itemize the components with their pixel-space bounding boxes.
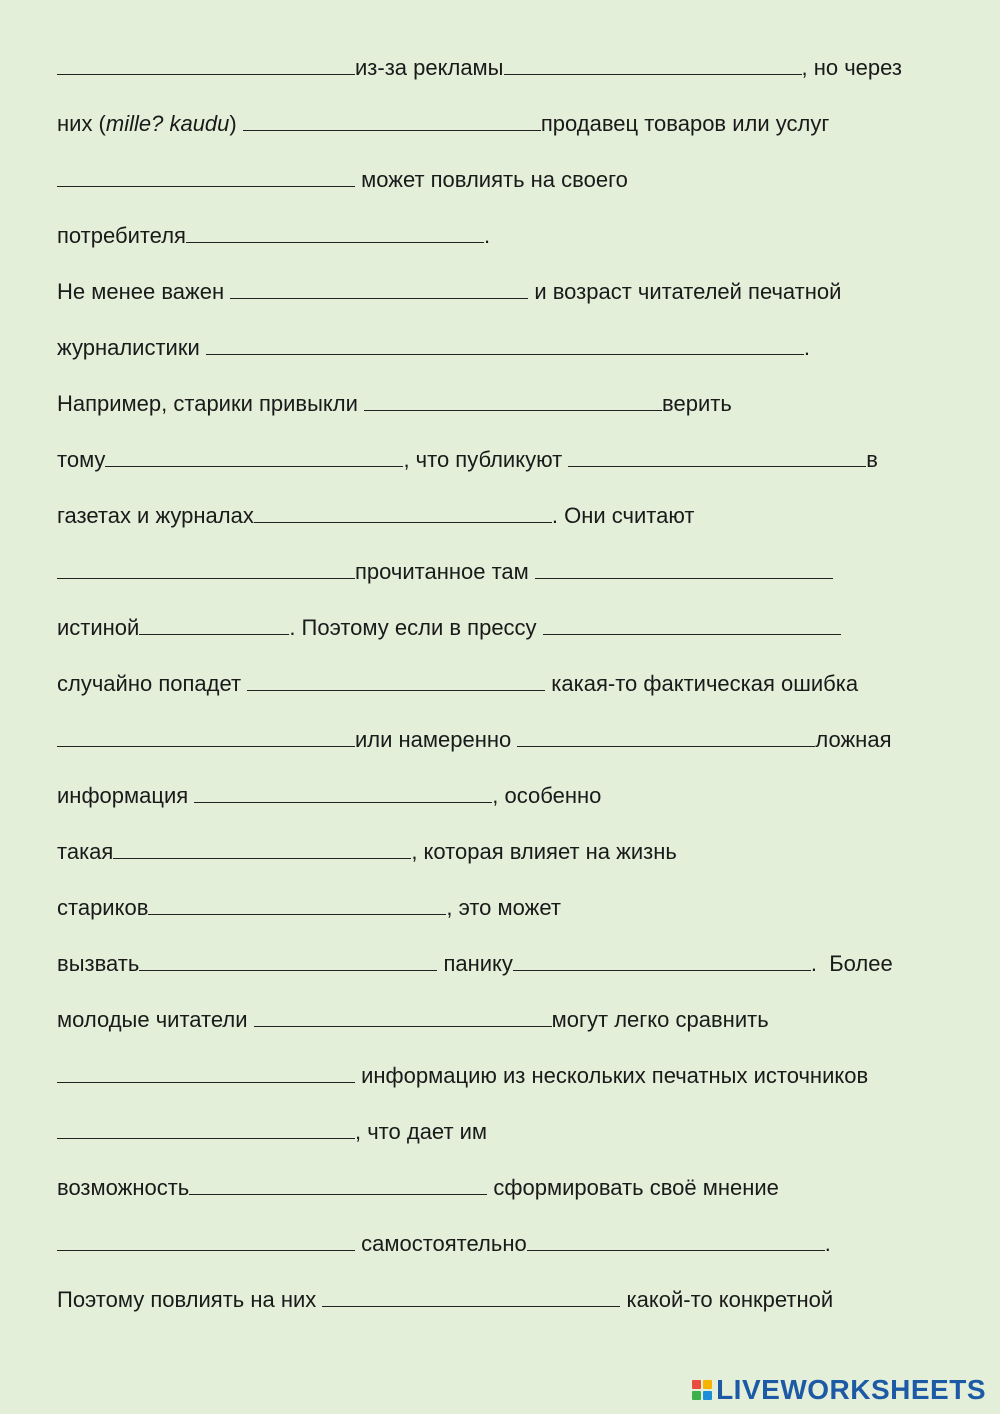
text-segment: случайно попадет <box>57 671 248 696</box>
text-segment: истиной <box>57 615 140 640</box>
text-line-23 <box>57 1287 833 1313</box>
answer-blank[interactable] <box>139 951 437 971</box>
logo-square <box>703 1391 712 1400</box>
text-segment: продавец товаров или услуг <box>540 111 830 136</box>
text-segment: . Они считают <box>551 503 695 528</box>
answer-blank[interactable] <box>206 335 804 355</box>
text-segment: могут легко сравнить <box>551 1007 769 1032</box>
text-line-7 <box>57 391 732 417</box>
logo-text: LIVEWORKSHEETS <box>716 1374 986 1405</box>
text-segment: какая-то фактическая ошибка <box>545 671 859 696</box>
text-line-19 <box>57 1063 868 1089</box>
text-segment: газетах и журналах <box>57 503 254 528</box>
answer-blank[interactable] <box>527 1231 825 1251</box>
answer-blank[interactable] <box>254 503 552 523</box>
text-line-22 <box>57 1231 831 1257</box>
text-segment: информацию из нескольких печатных источников <box>355 1063 869 1088</box>
answer-blank[interactable] <box>517 727 815 747</box>
answer-blank[interactable] <box>535 559 833 579</box>
answer-blank[interactable] <box>504 55 802 75</box>
answer-blank[interactable] <box>57 55 355 75</box>
text-segment: ) <box>229 111 243 136</box>
text-line-1 <box>57 55 902 81</box>
logo-square <box>692 1391 701 1400</box>
answer-blank[interactable] <box>57 727 355 747</box>
answer-blank[interactable] <box>194 783 492 803</box>
answer-blank[interactable] <box>57 1063 355 1083</box>
text-segment: вызвать <box>57 951 140 976</box>
answer-blank[interactable] <box>543 615 841 635</box>
answer-blank[interactable] <box>57 559 355 579</box>
text-line-17 <box>57 951 893 977</box>
answer-blank[interactable] <box>57 1119 355 1139</box>
text-segment: тому <box>57 447 106 472</box>
text-segment: . <box>483 223 491 248</box>
text-line-10 <box>57 559 833 585</box>
answer-blank[interactable] <box>105 447 403 467</box>
text-line-21 <box>57 1175 779 1201</box>
text-line-11 <box>57 615 841 641</box>
logo-square <box>692 1380 701 1389</box>
estonian-hint: mille? kaudu <box>105 111 230 136</box>
text-segment: потребителя <box>57 223 186 248</box>
text-segment: , это может <box>446 895 561 920</box>
text-segment: такая <box>57 839 114 864</box>
text-line-13 <box>57 727 891 753</box>
text-segment: в <box>866 447 878 472</box>
text-line-14 <box>57 783 601 809</box>
answer-blank[interactable] <box>364 391 662 411</box>
text-segment: ложная <box>815 727 892 752</box>
text-segment: Например, старики привыкли <box>57 391 365 416</box>
text-line-9 <box>57 503 694 529</box>
answer-blank[interactable] <box>139 615 289 635</box>
text-segment: них ( <box>57 111 106 136</box>
text-segment: самостоятельно <box>355 1231 527 1256</box>
text-segment: Поэтому повлиять на них <box>57 1287 323 1312</box>
text-segment: молодые читатели <box>57 1007 254 1032</box>
answer-blank[interactable] <box>57 167 355 187</box>
answer-blank[interactable] <box>254 1007 552 1027</box>
answer-blank[interactable] <box>243 111 541 131</box>
logo-mark-icon <box>692 1380 712 1400</box>
text-segment: , но через <box>801 55 902 80</box>
answer-blank[interactable] <box>189 1175 487 1195</box>
text-line-5 <box>57 279 841 305</box>
text-segment: , которая влияет на жизнь <box>411 839 677 864</box>
text-segment: Не менее важен <box>57 279 231 304</box>
text-segment: , что дает им <box>355 1119 488 1144</box>
text-segment: возможность <box>57 1175 190 1200</box>
answer-blank[interactable] <box>568 447 866 467</box>
text-segment: . <box>824 1231 831 1256</box>
text-line-12 <box>57 671 858 697</box>
text-line-8 <box>57 447 878 473</box>
text-line-4 <box>57 223 490 249</box>
text-line-16 <box>57 895 561 921</box>
text-segment: или намеренно <box>355 727 518 752</box>
answer-blank[interactable] <box>57 1231 355 1251</box>
text-segment: и возраст читателей печатной <box>528 279 842 304</box>
answer-blank[interactable] <box>513 951 811 971</box>
text-segment: , особенно <box>492 783 602 808</box>
text-line-6 <box>57 335 810 361</box>
text-segment: журналистики <box>57 335 206 360</box>
answer-blank[interactable] <box>186 223 484 243</box>
text-segment: стариков <box>57 895 149 920</box>
liveworksheets-logo <box>692 1374 986 1406</box>
text-segment: какой-то конкретной <box>620 1287 834 1312</box>
answer-blank[interactable] <box>247 671 545 691</box>
text-line-3 <box>57 167 628 193</box>
answer-blank[interactable] <box>322 1287 620 1307</box>
text-segment: панику <box>437 951 513 976</box>
text-segment: . <box>803 335 810 360</box>
text-line-20 <box>57 1119 487 1145</box>
text-segment: , что публикуют <box>403 447 569 472</box>
answer-blank[interactable] <box>113 839 411 859</box>
text-line-15 <box>57 839 677 865</box>
text-segment: информация <box>57 783 195 808</box>
text-segment: прочитанное там <box>355 559 535 584</box>
text-segment: из-за рекламы <box>355 55 504 80</box>
answer-blank[interactable] <box>230 279 528 299</box>
text-line-18 <box>57 1007 769 1033</box>
text-segment: может повлиять на своего <box>355 167 628 192</box>
text-segment: . Более <box>810 951 893 976</box>
text-line-2 <box>57 111 829 137</box>
logo-square <box>703 1380 712 1389</box>
answer-blank[interactable] <box>148 895 446 915</box>
text-segment: верить <box>662 391 732 416</box>
text-segment: сформировать своё мнение <box>487 1175 779 1200</box>
text-segment: . Поэтому если в прессу <box>289 615 543 640</box>
